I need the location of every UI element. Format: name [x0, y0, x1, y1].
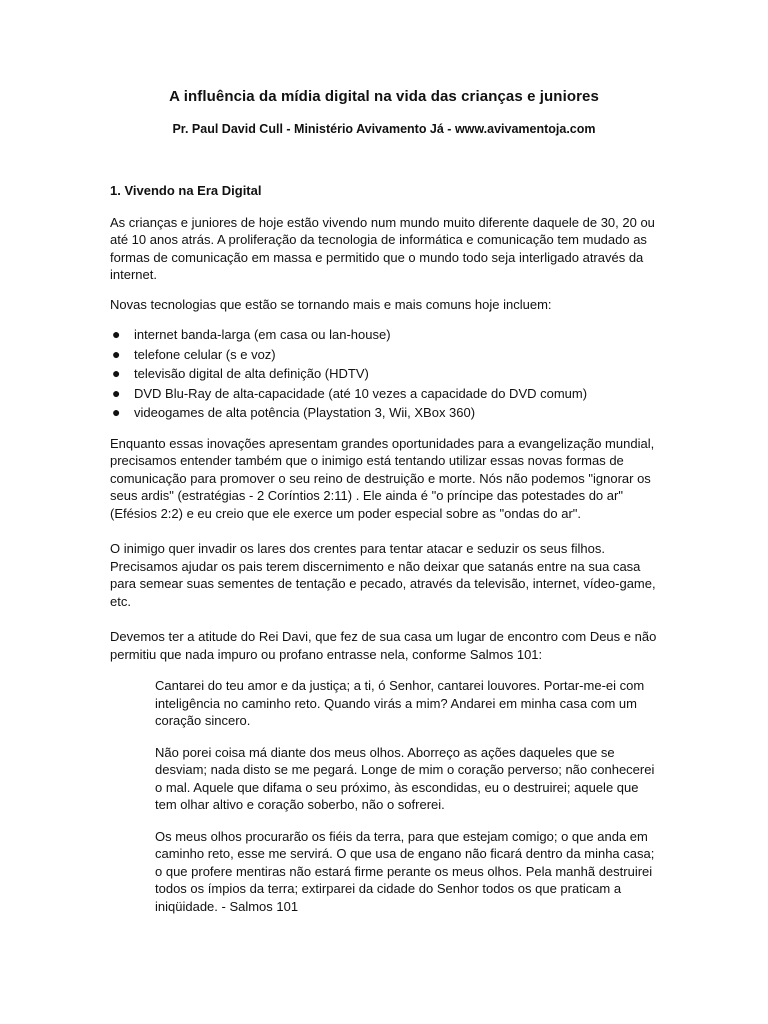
list-item-text: televisão digital de alta definição (HDTV): [134, 366, 369, 381]
document-body: [110, 182, 660, 929]
document-subtitle: Pr. Paul David Cull - Ministério Avivamento Já - www.avivamentoja.com: [172, 122, 596, 136]
paragraph: Enquanto essas inovações apresentam grandes oportunidades para a evangelização mundial, precisamos entender também que o inimigo está tentando utilizar essas novas formas de comunicação para promover o seu reino de destruição e morte. Nós não podemos "ignorar os seus ardis" (estratégias - 2 Coríntios 2:11) . Ele ainda é "o príncipe das potestades do ar" (Efésios 2:2) e eu creio que ele exerce um poder especial sobre as "ondas do ar".: [110, 435, 655, 521]
paragraph: O inimigo quer invadir os lares dos crentes para tentar atacar e seduzir os seus filhos. Precisamos ajudar os pais terem discernimento e não deixar que satanás entre na sua casa para semear suas sementes de tentação e pecado, através da televisão, internet, vídeo-game, etc.: [110, 541, 656, 609]
technology-list: [110, 325, 660, 423]
bullet-icon: ●: [112, 326, 121, 342]
paragraph: Novas tecnologias que estão se tornando mais e mais comuns hoje incluem:: [110, 296, 552, 312]
list-item-text: telefone celular (s e voz): [134, 346, 276, 362]
quote-paragraph: Cantarei do teu amor e da justiça; a ti, ó Senhor, cantarei louvores. Portar-me-ei com inteligência no caminho reto. Quando virás a mim? Andarei em minha casa com um coração sincero.: [155, 678, 645, 728]
bullet-icon: ●: [112, 404, 121, 420]
bullet-icon: ●: [112, 365, 121, 381]
list-item-text: videogames de alta potência (Playstation 3, Wii, XBox 360): [134, 405, 476, 420]
list-item: [112, 364, 660, 384]
bullet-icon: ●: [112, 345, 121, 362]
list-item: [112, 325, 660, 345]
list-item: [112, 384, 660, 404]
section-heading: 1. Vivendo na Era Digital: [110, 183, 262, 198]
list-item: [112, 345, 660, 365]
paragraph: Devemos ter a atitude do Rei Davi, que fez de sua casa um lugar de encontro com Deus e não permitiu que nada impuro ou profano entrasse nela, conforme Salmos 101:: [110, 629, 657, 662]
list-item-text: DVD Blu-Ray de alta-capacidade (até 10 vezes a capacidade do DVD comum): [134, 385, 588, 401]
psalm-quote: [155, 677, 663, 915]
paragraph: As crianças e juniores de hoje estão vivendo num mundo muito diferente daquele de 30, 20 ou até 10 anos atrás. A proliferação da tecnologia de informática e comunicação tem mudado as formas de comunicação em massa e permitido que o mundo todo seja interligado através da internet.: [110, 214, 655, 282]
list-item-text: internet banda-larga (em casa ou lan-house): [134, 327, 391, 342]
quote-paragraph: Os meus olhos procurarão os fiéis da terra, para que estejam comigo; o que anda em caminho reto, esse me servirá. O que usa de engano não ficará dentro da minha casa; o que profere mentiras não estará firme perante os meus olhos. Pela manhã destruirei todos os ímpios da terra; extirparei da cidade do Senhor todos os que praticam a iniqüidade. - Salmos 101: [155, 828, 655, 914]
document-title: A influência da mídia digital na vida das crianças e juniores: [169, 88, 599, 105]
list-item: [112, 403, 660, 423]
bullet-icon: ●: [112, 384, 121, 401]
quote-paragraph: Não porei coisa má diante dos meus olhos. Aborreço as ações daqueles que se desviam; nada disto se me pegará. Longe de mim o coração perverso; não conhecerei o mal. Aquele que difama o seu próximo, às escondidas, eu o destruirei; aquele que tem olhar altivo e coração soberbo, não o sofrerei.: [155, 744, 655, 812]
